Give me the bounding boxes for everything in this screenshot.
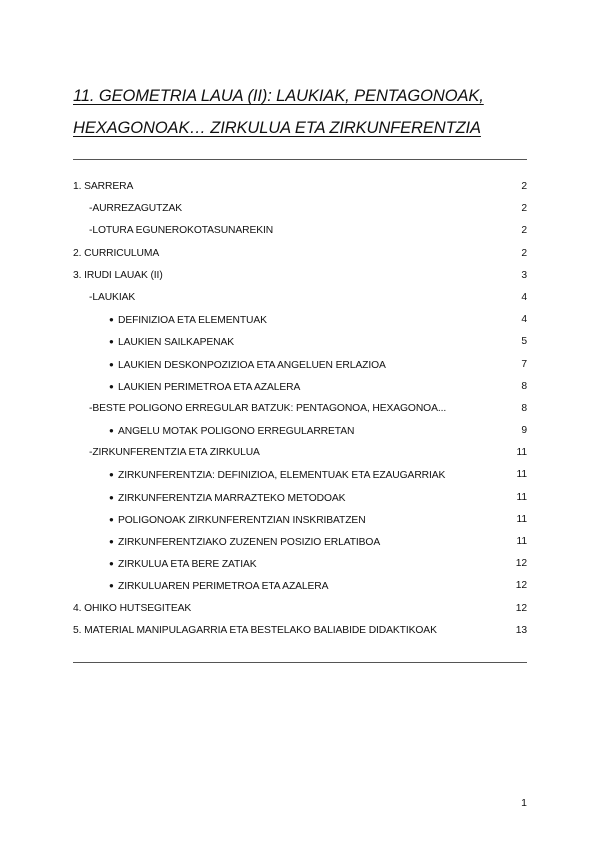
toc-entry-text: 4. OHIKO HUTSEGITEAK — [73, 602, 192, 614]
bullet-icon: ● — [109, 381, 114, 391]
toc-entry[interactable] — [73, 354, 527, 376]
toc-entry[interactable] — [73, 598, 527, 620]
toc-entry-page: 2 — [521, 181, 527, 192]
toc-entry[interactable] — [73, 198, 527, 220]
toc-entry[interactable] — [73, 442, 527, 464]
toc-entry-page: 11 — [516, 513, 527, 525]
toc-entry-label — [109, 420, 354, 443]
toc-entry-label — [109, 509, 366, 532]
toc-entry-page: 9 — [521, 425, 527, 437]
bullet-icon: ● — [109, 426, 114, 436]
page-number: 1 — [521, 797, 527, 809]
toc-entry-label — [89, 198, 182, 220]
bullet-icon: ● — [109, 581, 114, 591]
toc-entry[interactable] — [73, 398, 527, 420]
top-divider — [73, 159, 527, 160]
toc-entry-page: 7 — [521, 358, 527, 370]
toc-entry[interactable] — [73, 220, 527, 242]
bottom-divider — [73, 662, 527, 663]
toc-entry[interactable] — [73, 420, 527, 442]
toc-entry-text: ZIRKUNFERENTZIA MARRAZTEKO METODOAK — [118, 492, 346, 504]
toc-entry-text: 1. SARRERA — [73, 181, 134, 192]
toc-entry-page: 8 — [521, 402, 527, 414]
toc-entry-text: LAUKIEN PERIMETROA ETA AZALERA — [118, 381, 301, 393]
bullet-icon: ● — [109, 514, 114, 524]
toc-entry[interactable] — [73, 265, 527, 287]
toc-entry-label — [73, 176, 133, 198]
toc-entry-label — [89, 442, 260, 464]
document-title: 11. GEOMETRIA LAUA (II): LAUKIAK, PENTAGONOAK, HEXAGONOAK… ZIRKULUA ETA ZIRKUNFERENTZIA — [73, 87, 484, 137]
toc-entry-text: 2. CURRICULUMA — [73, 247, 160, 259]
toc-entry-page: 4 — [521, 314, 527, 326]
toc-entry-text: POLIGONOAK ZIRKUNFERENTZIAN INSKRIBATZEN — [118, 514, 366, 526]
toc-entry-page: 11 — [516, 536, 527, 547]
toc-entry-page: 11 — [516, 447, 527, 459]
toc-entry-page: 11 — [516, 469, 527, 481]
toc-entry-text: 3. IRUDI LAUAK (II) — [73, 269, 163, 281]
toc-entry-label — [109, 331, 234, 354]
toc-entry-page: 4 — [521, 291, 527, 303]
bullet-icon: ● — [109, 315, 114, 325]
toc-entry-page: 13 — [515, 624, 527, 636]
toc-entry[interactable] — [73, 309, 527, 331]
toc-entry-text: ANGELU MOTAK POLIGONO ERREGULARRETAN — [118, 426, 355, 438]
bullet-icon: ● — [109, 470, 114, 480]
toc-entry[interactable] — [73, 376, 527, 398]
toc-entry-page: 12 — [515, 602, 527, 614]
toc-entry-label — [109, 553, 257, 576]
toc-entry[interactable] — [73, 464, 527, 486]
toc-entry-text: -LOTURA EGUNEROKOTASUNAREKIN — [89, 225, 274, 237]
toc-entry[interactable] — [73, 620, 527, 642]
toc-entry-label — [73, 265, 163, 287]
bullet-icon: ● — [109, 337, 114, 347]
toc-entry-label — [73, 243, 159, 265]
toc-entry[interactable] — [73, 553, 527, 575]
bullet-icon: ● — [109, 492, 114, 502]
toc-entry-label — [109, 575, 328, 598]
toc-entry-text: ZIRKUNFERENTZIA: DEFINIZIOA, ELEMENTUAK ETA EZAUGARRIAK — [118, 470, 446, 482]
table-of-contents — [73, 176, 527, 642]
toc-entry-page: 3 — [521, 269, 527, 281]
bullet-icon: ● — [109, 359, 114, 369]
toc-entry-text: -LAUKIAK — [89, 291, 136, 303]
toc-entry-page: 2 — [521, 203, 527, 215]
toc-entry-text: -BESTE POLIGONO ERREGULAR BATZUK: PENTAGONOA, HEXAGONOA... — [89, 402, 447, 414]
toc-entry-text: LAUKIEN DESKONPOZIZIOA ETA ANGELUEN ERLAZIOA — [118, 359, 386, 371]
toc-entry-page: 11 — [516, 491, 527, 503]
toc-entry-text: -AURREZAGUTZAK — [89, 203, 182, 215]
toc-entry-label — [109, 354, 386, 377]
toc-entry-label — [109, 531, 380, 554]
toc-entry-label — [73, 620, 437, 642]
toc-entry-page: 12 — [515, 558, 527, 570]
toc-entry[interactable] — [73, 531, 527, 553]
toc-entry-label — [109, 487, 345, 510]
toc-entry-label — [109, 464, 445, 487]
toc-entry-text: DEFINIZIOA ETA ELEMENTUAK — [118, 315, 267, 327]
toc-entry-page: 2 — [521, 225, 527, 237]
bullet-icon: ● — [109, 537, 114, 546]
toc-entry-page: 12 — [515, 580, 527, 592]
bullet-icon: ● — [109, 559, 114, 569]
toc-entry-page: 2 — [521, 247, 527, 259]
toc-entry-text: ZIRKULUAREN PERIMETROA ETA AZALERA — [118, 581, 329, 593]
toc-entry-text: ZIRKULUA ETA BERE ZATIAK — [118, 559, 257, 571]
toc-entry[interactable] — [73, 575, 527, 597]
toc-entry-text: -ZIRKUNFERENTZIA ETA ZIRKULUA — [89, 447, 260, 459]
toc-entry[interactable] — [73, 243, 527, 265]
toc-entry[interactable] — [73, 287, 527, 309]
toc-entry[interactable] — [73, 176, 527, 198]
toc-entry-text: ZIRKUNFERENTZIAKO ZUZENEN POSIZIO ERLATIBOA — [118, 537, 381, 548]
toc-entry-page: 8 — [521, 380, 527, 392]
toc-entry[interactable] — [73, 509, 527, 531]
toc-entry-label — [73, 598, 191, 620]
toc-entry-text: 5. MATERIAL MANIPULAGARRIA ETA BESTELAKO BALIABIDE DIDAKTIKOAK — [73, 624, 437, 636]
toc-entry-label — [109, 376, 300, 399]
toc-entry[interactable] — [73, 331, 527, 353]
toc-entry-page: 5 — [521, 336, 527, 348]
toc-entry-label — [109, 309, 267, 332]
toc-entry-text: LAUKIEN SAILKAPENAK — [118, 337, 234, 349]
toc-entry-label — [89, 287, 135, 309]
toc-entry-label — [89, 220, 273, 242]
toc-entry[interactable] — [73, 487, 527, 509]
toc-entry-label — [89, 398, 446, 420]
